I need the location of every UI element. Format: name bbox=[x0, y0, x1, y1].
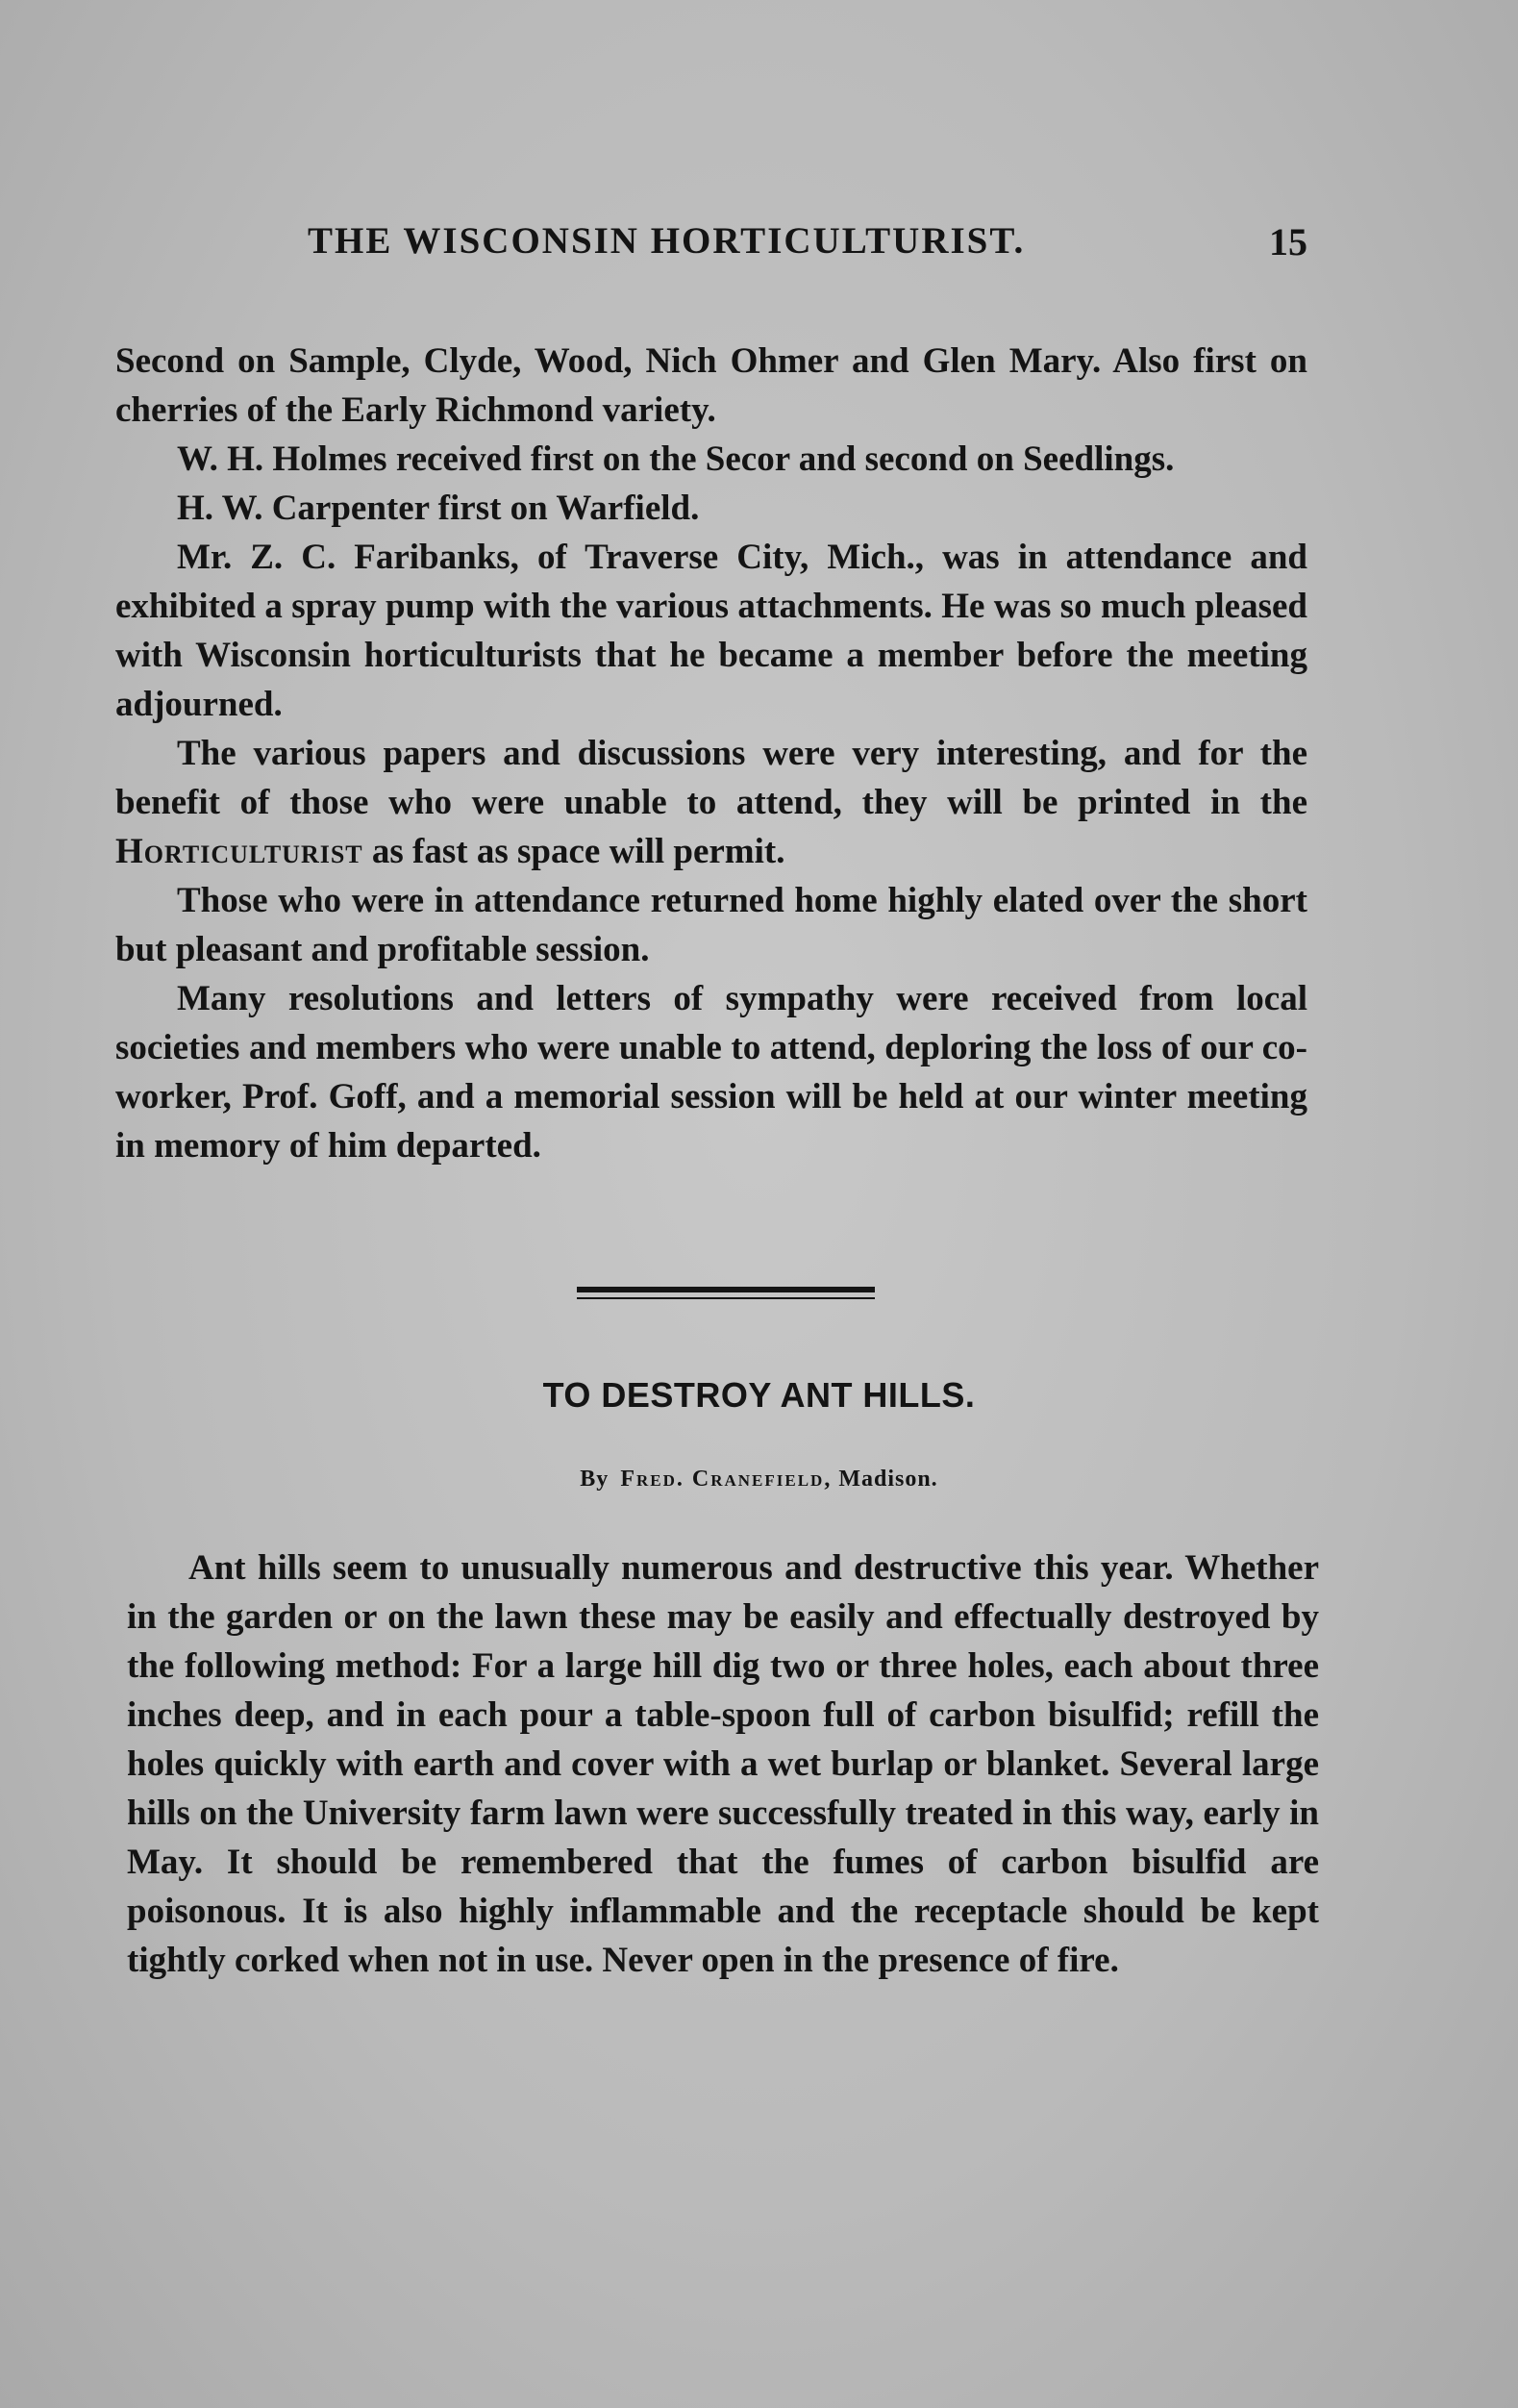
paragraph-papers bbox=[115, 729, 1307, 876]
journal-title: THE WISCONSIN HORTICULTURIST. bbox=[308, 220, 1026, 262]
byline-location: Madison. bbox=[838, 1467, 938, 1492]
paragraph-attendance: Those who were in attendance returned home highly elated over the short but pleasant and profitable session. bbox=[115, 881, 1307, 969]
byline bbox=[0, 1467, 1518, 1492]
article-paragraph: Ant hills seem to unusually numerous and destructive this year. Whether in the garden or on the lawn these may be easily and effectually destroyed by the following method: For a large hill dig two or three holes, each about three inches deep, and in each pour a table-spoon full of carbon bisulfid; refill the holes quickly with earth and cover with a wet burlap or blanket. Several large hills on the University farm lawn were successfully treated in this way, early in May. It should be remembered that the fumes of carbon bisulfid are poisonous. It is also highly inflammable and the receptacle should be kept tightly corked when not in use. Never open in the presence of fire. bbox=[127, 1548, 1319, 1980]
running-header bbox=[115, 219, 1307, 277]
byline-by: By bbox=[580, 1467, 610, 1492]
paragraph-awards-sample: Second on Sample, Clyde, Wood, Nich Ohmer and Glen Mary. Also first on cherries of the Early Richmond variety. bbox=[115, 341, 1307, 430]
article-title: TO DESTROY ANT HILLS. bbox=[542, 1375, 976, 1415]
section-divider bbox=[577, 1287, 875, 1299]
paragraph-holmes: W. H. Holmes received first on the Secor and second on Seedlings. bbox=[177, 439, 1175, 479]
report-continuation bbox=[115, 337, 1307, 1170]
divider-thin-line bbox=[577, 1297, 875, 1299]
byline-author: Fred. Cranefield, bbox=[620, 1467, 833, 1492]
paragraph-resolutions: Many resolutions and letters of sympathy were received from local societies and members who were unable to attend, deploring the loss of our co-worker, Prof. Goff, and a memorial session will be held at our winter meeting in memory of him departed. bbox=[115, 979, 1307, 1166]
papers-journal-name: Horticulturist bbox=[115, 832, 363, 871]
divider-thick-line bbox=[577, 1287, 875, 1292]
article-body bbox=[127, 1543, 1319, 1985]
papers-text-before: The various papers and discussions were very interesting, and for the benefit of those who were unable to attend, they will be printed in the bbox=[115, 734, 1307, 822]
papers-text-after: as fast as space will permit. bbox=[371, 832, 785, 871]
paragraph-faribanks: Mr. Z. C. Faribanks, of Traverse City, Mich., was in attendance and exhibited a spray pump with the various attachments. He was so much pleased with Wisconsin horticulturists that he became a member before the meeting adjourned. bbox=[115, 538, 1307, 724]
paragraph-carpenter: H. W. Carpenter first on Warfield. bbox=[177, 489, 700, 528]
page-number: 15 bbox=[1269, 220, 1307, 263]
